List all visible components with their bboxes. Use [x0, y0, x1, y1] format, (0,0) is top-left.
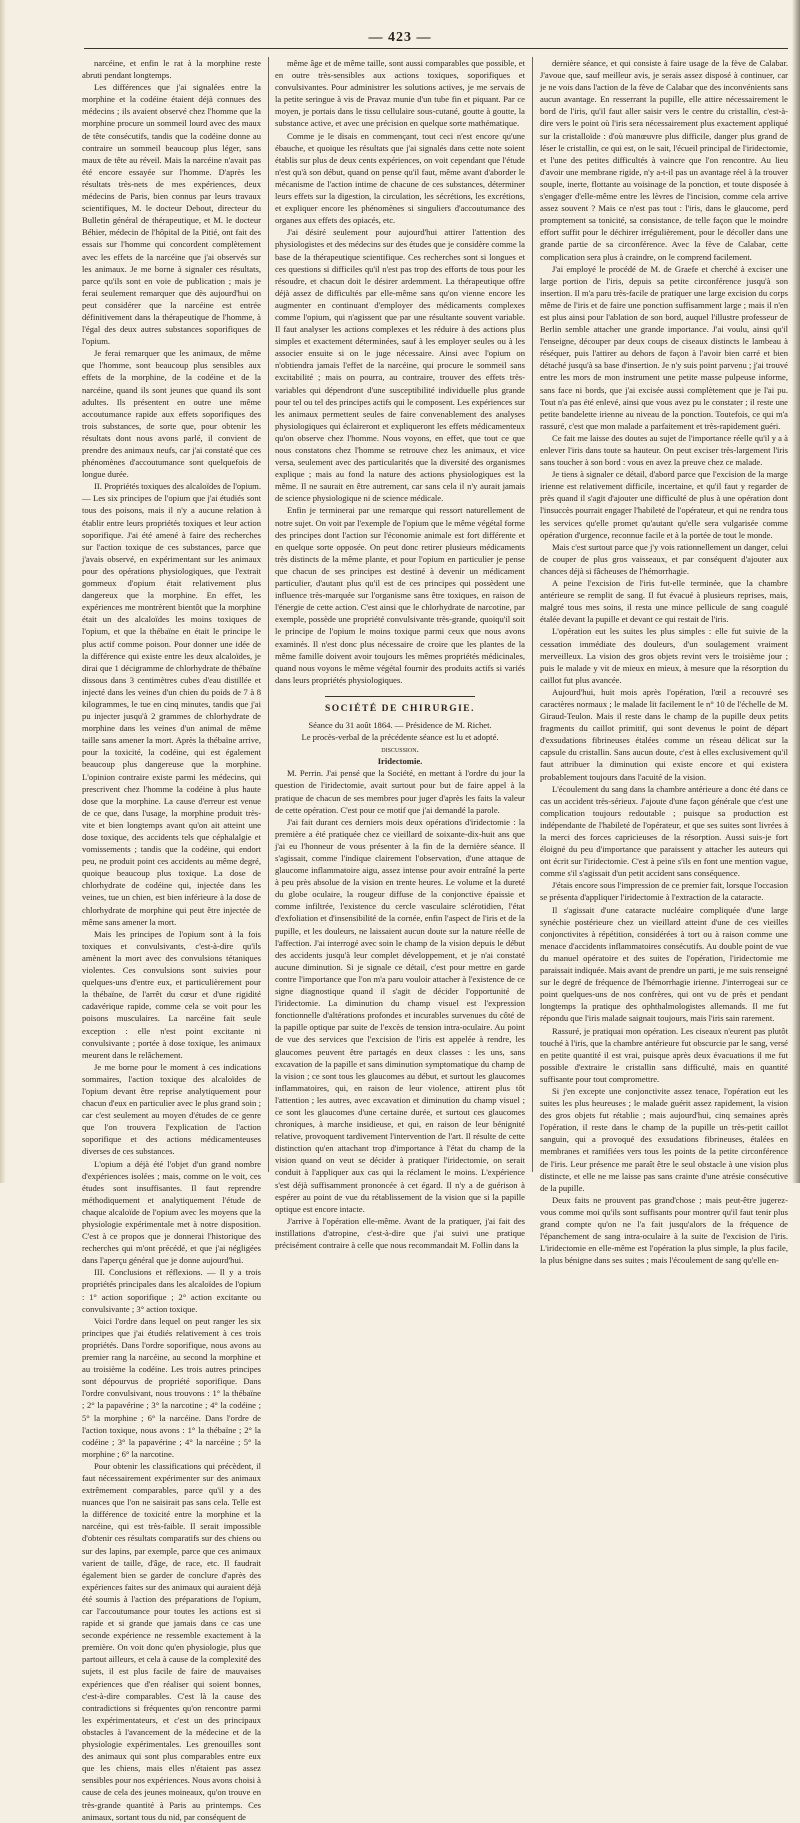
- paragraph: même âge et de même taille, sont aussi comparables que possible, et en outre très-sensibles aux actions toxiques, soporifiques et convulsivantes. Pour administrer les solutions actives, je me servais de la petite seringue à vis de Pravaz munie d'un tube fin et piquant. Par ce moyen, je portais dans le tissu cellulaire sous-cutané, goutte à goutte, la substance active, et avec une précision en quelque sorte mathématique.: [275, 58, 525, 129]
- header-rule: [84, 48, 788, 49]
- paragraph: dernière séance, et qui consiste à faire usage de la fève de Calabar. J'avoue que, sauf meilleur avis, je serais assez disposé à continuer, car je ne vois dans l'action de la fève de Calabar que des inconvénients sans aucun avantage. En resserrant la pupille, elle attire nécessairement le bord de l'iris, qu'il faut aller saisir vers le centre du cristallin, c'est-à-dire vers le point où l'iris sera nécessairement plus exactement appliqué sur la cristalloïde : d'où manœuvre plus difficile, danger plus grand de léser le cristallin, ce qui est, on le sait, l'écueil principal de l'iridectomie, et l'une des petites difficultés à vaincre que l'on rencontre. Au lieu d'avoir une membrane rigide, n'y a-t-il pas un avantage réel à la trouver souple, inerte, flottante au voisinage de la ponction, et toute disposée à s'engager d'elle-même entre les lèvres de l'incision, comme cela arrive assez souvent ? Mais ce n'est pas tout : l'iris, dans le glaucome, perd promptement sa tonicité, sa consistance, de telle façon que le moindre effort suffit pour le déchirer irrégulièrement, pour le décoller dans une grande partie de sa circonférence. Avec la fève de Calabar, cette complication sera plus à craindre, on le comprend facilement.: [540, 58, 788, 262]
- column-3: [540, 57, 788, 1266]
- discussion-label: discussion.: [381, 744, 419, 755]
- paragraph: Enfin je terminerai par une remarque qui ressort naturellement de notre sujet. On voit par l'exemple de l'opium que le même végétal forme des principes dont l'action sur l'économie animale est fort différente et en quelque sorte opposée. On peut donc retirer plusieurs médicaments très distincts de la même plante, et pour l'opium en particulier je pense que chacun de ses principes est destiné à devenir un médicament particulier, d'autant plus qu'il est de ces principes qui possèdent une influence très-marquée sur l'organisme sans être toxiques, en raison de l'énergie de cette action. C'est ainsi que le chlorhydrate de narcotine, par exemple, possède une propriété convulsivante très-grande, quoiqu'il soit le principe de l'opium le moins toxique parmi ceux que nous avons examinés. Il n'est donc plus nécessaire de croire que les plantes de la même famille doivent avoir toujours les mêmes propriétés médicinales, quand nous voyons le même végétal fournir des produits actifs si variés dans leurs propriétés physiologiques.: [275, 505, 525, 685]
- paragraph: J'ai employé le procédé de M. de Graefe et cherché à exciser une large portion de l'iris, depuis sa petite circonférence jusqu'à son insertion. Il m'a paru très-facile de pratiquer une large excision du corps même de l'iris et de faire une ponction suffisamment large ; mais il n'en est plus ainsi pour l'ablation de son bord, auquel l'illustre professeur de Berlin semble attacher une grande importance. J'ai voulu, ainsi qu'il l'enseigne, découper par deux coups de ciseaux distincts le lambeau à réséquer, puis l'attirer au dehors de façon à l'avoir bien carré et bien détaché jusqu'à sa base d'insertion. Je n'y suis point parvenu ; j'ai trouvé entre les mors de mon instrument une petite masse pulpeuse informe, sans face ni bords, que j'ai excisée aussi complètement que je l'ai pu. Tout n'a pas été enlevé, ainsi que vous avez pu le constater ; il reste une petite bandelette irienne au niveau de la ponction. Toutefois, ce qui m'a rassuré, c'est que mon malade a parfaitement et très-rapidement guéri.: [540, 263, 788, 431]
- column-divider-2: [532, 57, 533, 1172]
- paragraph: L'écoulement du sang dans la chambre antérieure a donc été dans ce cas un accident très-sérieux. J'ajoute d'une façon générale que c'est une complication toujours redoutable ; puisque sa production est indépendante de l'habileté de l'opérateur, et que ses suites sont livrées à la merci des forces capricieuses de la résorption. Aussi suis-je fort éloigné du peu d'importance que paraissent y attacher les auteurs qui ont écrit sur l'iridectomie. C'est à peine s'ils en font une mention vague, comme s'il s'agissait d'un petit accident sans conséquence.: [540, 783, 788, 879]
- paragraph: Je me borne pour le moment à ces indications sommaires, l'action toxique des alcaloïdes de l'opium devant être reprise analytiquement pour chacun d'eux en particulier avec le plus grand soin ; car c'est seulement au moyen d'études de ce genre que l'on trouvera l'explication de l'action soporifique et des actions médicamenteuses diverses de ces substances.: [82, 1061, 261, 1157]
- paragraph: Voici l'ordre dans lequel on peut ranger les six principes que j'ai étudiés relativement à ces trois propriétés. Dans l'ordre soporifique, nous avons au premier rang la narcéine, au second la morphine et au troisième la codéine. Les trois autres principes sont dépourvus de propriété soporifique. Dans l'ordre convulsivant, nous trouvons : 1° la thébaïne ; 2° la papavérine ; 3° la narcotine ; 4° la codéine ; 5° la morphine ; 6° la narcéine. Dans l'ordre de l'action toxique, nous avons : 1° la thébaïne ; 2° la codéine ; 3° la papavérine ; 4° la narcéine ; 5° la morphine ; 6° la narcotine.: [82, 1315, 261, 1459]
- paragraph: L'opération eut les suites les plus simples : elle fut suivie de la cessation immédiate des douleurs, d'un soulagement vraiment merveilleux. La vision des gros objets revint vers le troisième jour ; puis le malade y vit de mieux en mieux, à mesure que la résorption du caillot fut plus avancée.: [540, 626, 788, 685]
- paragraph: A peine l'excision de l'iris fut-elle terminée, que la chambre antérieure se remplit de sang. Il fut évacué à plusieurs reprises, mais, malgré tous mes soins, il resta une mince pellicule de sang coagulé étalée devant la pupille et devant ce qui restait de l'iris.: [540, 578, 788, 625]
- paragraph: J'ai désiré seulement pour aujourd'hui attirer l'attention des physiologistes et des médecins sur des études que je considère comme la base de la thérapeutique scientifique. Ces recherches sont si longues et ces questions si difficiles qu'il n'est pas trop des efforts de tous pour les résoudre, et chacun doit le désirer ardemment. La thérapeutique offre déjà assez de difficultés par elle-même sans qu'on vienne encore les augmenter en continuant d'employer des médicaments complexes comme l'opium, qui n'agissent que par une résultante souvent variable. Il faut analyser les actions complexes et les réduire à des actions plus simples et exactement déterminées, sauf à les employer seules ou à les associer ensuite si on le juge nécessaire. Ainsi avec l'opium on n'obtiendra jamais l'effet de la narcéine, qui procure le sommeil sans excitabilité ; mais on pourra, au contraire, trouver des effets très-variables qui dépendront d'une susceptibilité individuelle plus grande pour tel ou tel des principes actifs qui le composent. Les expériences sur les animaux permettent seules de faire convenablement des analyses physiologiques qui éclaireront et expliqueront les effets médicamenteux qu'on observe chez l'homme. Nous voyons, en effet, que tout ce que nous constatons chez l'homme se retrouve chez les animaux, et vice versa, seulement avec des particularités que la diversité des organismes explique ; mais au fond la nature des actions physiologiques est la même. Il ne saurait en être autrement, car sans cela il n'y aurait jamais de science physiologique ni de science médicale.: [275, 227, 525, 504]
- paragraph: Rassuré, je pratiquai mon opération. Les ciseaux n'eurent pas plutôt touché à l'iris, que la chambre antérieure fut obscurcie par le sang, versé en petite quantité il est vrai, puisque après deux évacuations il me fut possible d'extraire le cristallin sans difficulté, mais en quantité suffisante pour tout compromettre.: [540, 1025, 788, 1084]
- paragraph: Deux faits ne prouvent pas grand'chose ; mais peut-être jugerez-vous comme moi qu'ils sont suffisants pour montrer qu'il faut tenir plus grand compte qu'on ne l'a fait jusqu'alors de la fréquence de l'épanchement de sang intra-oculaire à la suite de l'excision de l'iris. L'iridectomie en elle-même est l'opération la plus simple, la plus facile, la plus bénigne dans ses suites ; mais l'écoulement de sang qu'elle en-: [540, 1194, 788, 1266]
- paragraph: narcéine, et enfin le rat à la morphine reste abruti pendant longtemps.: [82, 58, 261, 81]
- paragraph: II. Propriétés toxiques des alcaloïdes de l'opium. — Les six principes de l'opium que j'ai étudiés sont tous des poisons, mais il n'y a aucune relation à établir entre leurs propriétés toxiques et leur action soporifique. J'ai été amené à faire des recherches sur l'action toxique de ces substances, parce que j'avais observé, en expérimentant sur les animaux pour des opérations physiologiques, que l'extrait gommeux d'opium était relativement plus dangereux que la morphine. En effet, les expériences me montrèrent bientôt que la morphine était un des alcaloïdes les moins toxiques de l'opium, et que la thébaïne en était le principe le plus actif comme poison. Pour donner une idée de la différence qui existe entre les deux alcaloïdes, je dirai que 1 décigramme de chlorhydrate de thébaïne dissous dans 3 centimètres cubes d'eau distillée et injecté dans les veines d'un chien du poids de 7 à 8 kilogrammes, le tue en cinq minutes, tandis que j'ai pu injecter jusqu'à 2 grammes de chlorhydrate de morphine dans les veines d'un animal de même taille sans amener la mort. Après la thébaïne arrive, pour la toxicité, la codéine, qui est également beaucoup plus dangereuse que la morphine. L'opinion contraire existe parmi les médecins, qui prescrivent chez l'homme la codéine à plus haute dose que la morphine. La cause d'erreur est venue de ce que, dans l'usage, la morphine produit très-vite et bien longtemps avant qu'on ait atteint une dose toxique, des accidents tels que céphalalgie et vomissements ; tandis que la codéine, qui endort peu, ne produit point ces accidents au même degré, quoique beaucoup plus toxique. La dose de chlorhydrate de codéine qui, injectée dans les veines, tue un chien, est bien inférieure à la dose de chlorhydrate de morphine qui peut être injectée de même sans amener la mort.: [82, 481, 261, 927]
- section-heading-block: [275, 696, 525, 715]
- paragraph: J'ai fait durant ces derniers mois deux opérations d'iridectomie : la première a été pratiquée chez ce vieillard de soixante-dix-huit ans que j'ai eu l'honneur de vous présenter à la fin de la dernière séance. Il s'agissait, comme l'indique clairement l'observation, d'une attaque de glaucome inflammatoire aigu, assez intense pour avoir entraîné la perte à peu près absolue de la vision en trente heures. Le volume et la dureté du globe oculaire, la rougeur diffuse de la conjonctive épaissie et comme infiltrée, l'existence du cercle vasculaire sclérotidien, l'état d'exfoliation et d'insensibilité de la cornée, enfin l'aspect de l'iris et de la pupille, et les douleurs, ne laissaient aucun doute sur la nature réelle de l'affection. J'ai interrogé avec soin le champ de la vision depuis le début des accidents jusqu'à leur complet développement, et je n'ai constaté aucune diminution. Si je signale ce détail, c'est pour mettre en garde contre l'importance que l'on m'a paru vouloir attacher à l'existence de ce signe diagnostique quand il s'agit de décider l'opportunité de l'iridectomie. La diminution du champ visuel est l'expression fonctionnelle d'altérations profondes et incurables survenues du côté de la papille optique par suite de l'excès de tension intra-oculaire. Au point de vue des services que l'excision de l'iris est appelée à rendre, les glaucomes peuvent être partagés en deux classes : les uns, sans excavation de la papille et sans diminution symptomatique du champ de la vision ; ce sont tous les glaucomes au début, et surtout les glaucomes inflammatoires, qui, en raison de leur violence, attirent plus tôt l'attention ; les autres, avec excavation et diminution du champ visuel ; ce sont les glaucomes d'une certaine durée, et surtout ces glaucomes chroniques, à marche insidieuse, et qui, en raison de leur bénignité relative, provoquent tardivement l'intervention de l'art. Il résulte de cette distinction qu'en attachant trop d'importance à l'état du champ de la vision quand on veut se décider à pratiquer l'iridectomie, on serait conduit à l'appliquer aux cas qui la réclament le moins. L'expérience s'est déjà suffisamment prononcée à cet égard. Il n'y a de guérison à espérer au point de vue du rétablissement de la vision que si la papille optique est encore intacte.: [275, 816, 525, 1214]
- paragraph: Comme je le disais en commençant, tout ceci n'est encore qu'une ébauche, et quoique les résultats que j'ai signalés dans cette note soient établis sur plus de deux cents expériences, on voit cependant que l'étude n'est qu'à son début, quand on pense qu'il faut, même avant d'aborder le mécanisme de l'action intime de chacune de ces substances, déterminer leurs effets sur la digestion, la circulation, les sécrétions, les excrétions, et expliquer encore les phénomènes si singuliers d'accoutumance des organes aux effets des opiacés, etc.: [275, 130, 525, 226]
- column-1: [82, 57, 262, 1822]
- paragraph: J'étais encore sous l'impression de ce premier fait, lorsque l'occasion se présenta d'appliquer l'iridectomie à l'extraction de la cataracte.: [540, 880, 788, 903]
- paragraph: Je tiens à signaler ce détail, d'abord parce que l'excision de la marge irienne est relativement difficile, incertaine, et qu'il faut y regarder de près quand il s'agit d'ajouter une difficulté de plus à une opération dont l'insuccès pourrait engager l'habileté de l'opérateur, et qui ne rendra tous les services qu'elle promet qu'autant qu'elle sera vulgarisée comme opération d'urgence, reconnue facile et à la portée de tout le monde.: [540, 469, 788, 540]
- paragraph: Mais c'est surtout parce que j'y vois rationnellement un danger, celui de couper de plus gros vaisseaux, et par conséquent d'ajouter aux chances déjà si fâcheuses de l'hémorrhagie.: [540, 541, 788, 576]
- paragraph: Aujourd'hui, huit mois après l'opération, l'œil a recouvré ses caractères normaux ; le malade lit facilement le n° 10 de l'échelle de M. Giraud-Teulon. Mais il reste dans le champ de la pupille deux petits fragments du caillot primitif, qui sont devenus le point de départ d'exsudations fibrineuses étalées comme un réseau délicat sur la capsule du cristallin. Sans aucun doute, c'est à elles exclusivement qu'il faut attribuer la diminution qui existe encore et qui existera probablement toujours dans l'acuité de la vision.: [540, 686, 788, 782]
- paragraph: J'arrive à l'opération elle-même. Avant de la pratiquer, j'ai fait des instillations d'atropine, c'est-à-dire que j'ai suivi une pratique précisément contraire à celle que nous recommandait M. Follin dans la: [275, 1215, 525, 1250]
- topic-label: Iridectomie.: [377, 756, 423, 767]
- page-right-edge: [792, 0, 800, 1183]
- paragraph: L'opium a déjà été l'objet d'un grand nombre d'expériences isolées ; mais, comme on le voit, ces études sont insuffisantes. Il faut reprendre méthodiquement et analytiquement l'étude de chaque alcaloïde de l'opium avec les moyens que la physiologie expérimentale met à notre disposition. C'est à ce propos que je donnerai l'historique des recherches qui m'ont précédé, et que j'ai négligées dans l'aperçu général que je donne aujourd'hui.: [82, 1158, 261, 1266]
- paragraph: Il s'agissait d'une cataracte nucléaire compliquée d'une large synéchie postérieure chez un vieillard atteint d'une de ces vieilles conjonctivites à répétition, considérées à tort ou à raison comme une menace d'accidents inflammatoires consécutifs. Au double point de vue du manuel opératoire et des suites de l'opération, l'iridectomie me paraissait indiquée. Mais avant de prendre un parti, je me suis renseigné sur le degré de fréquence de l'hémorrhagie irienne. J'interrogeai sur ce point quelques-uns de nos confrères, qui ont vu de près et pendant longtemps la pratique des ophthalmologistes allemands. Il me fut répondu que l'iris malade saignait toujours, mais l'iris sain rarement.: [540, 904, 788, 1024]
- section-rule: [325, 696, 475, 697]
- paragraph: Je ferai remarquer que les animaux, de même que l'homme, sont beaucoup plus sensibles aux effets de la morphine, de la codéine et de la narcéine, quand ils sont jeunes que quand ils sont adultes. Ils présentent en outre une même accoutumance rapide aux effets soporifiques des trois substances, de sorte que, pour obtenir les résultats dont nous avons parlé, il convient de prendre des animaux neufs, car j'ai constaté que ces phénomènes d'accoutumance sont quelquefois de longue durée.: [82, 348, 261, 480]
- session-line: Séance du 31 août 1864. — Présidence de M. Richet.: [308, 719, 492, 730]
- paragraph: Ce fait me laisse des doutes au sujet de l'importance réelle qu'il y a à enlever l'iris dans toute sa hauteur. On peut exciser très-largement l'iris sans toucher à son bord : vous en avez la preuve chez ce malade.: [540, 432, 788, 468]
- paragraph: Mais les principes de l'opium sont à la fois toxiques et convulsivants, c'est-à-dire qu'ils amènent la mort avec des convulsions tétaniques violentes. Ces convulsions sont suivies pour quelques-uns d'entre eux, et particulièrement pour la thébaïne, de l'arrêt du cœur et d'une rigidité cadavérique rapide, comme cela se voit pour les poisons musculaires. La narcéine fait seule exception : elle n'est point excitante ni convulsivante ; portée à dose toxique, les animaux meurent dans le relâchement.: [82, 928, 261, 1060]
- minutes-line: Le procès-verbal de la précédente séance est lu et adopté.: [301, 732, 499, 743]
- paragraph: M. Perrin. J'ai pensé que la Société, en mettant à l'ordre du jour la question de l'iridectomie, avait surtout pour but de faire appel à la pratique de chacun de ses membres pour juger d'après les faits la valeur de cette opération. C'est pour ce motif que j'ai demandé la parole.: [275, 768, 525, 815]
- column-2: [275, 57, 525, 1250]
- column-divider-1: [268, 57, 269, 1172]
- paragraph: Les différences que j'ai signalées entre la morphine et la codéine étaient déjà connues des médecins ; ils avaient observé chez l'homme que la morphine procure un sommeil lourd avec des maux de tête consécutifs, tandis que la codéine donne au contraire un sommeil beaucoup plus léger, sans maux de tête au réveil. Mais la narcéine n'avait pas été encore essayée sur l'homme. D'après les résultats très-nets de mes expériences, deux médecins de Paris, bien connus par leurs travaux scientifiques, M. le docteur Debout, directeur du Bulletin général de thérapeutique, et M. le docteur Béhier, médecin de l'hôpital de la Pitié, ont fait des essais sur l'homme qui concordent complètement avec les effets de la narcéine que j'ai observés sur les animaux. Je me borne à signaler ces résultats, parce qu'ils sont en voie de publication ; mais je ferai seulement remarquer que dès aujourd'hui on peut considérer que la narcéine est entrée définitivement dans la thérapeutique de l'homme, à l'égal des deux autres substances soporifiques de l'opium.: [82, 82, 261, 347]
- paragraph: Pour obtenir les classifications qui précèdent, il faut nécessairement expérimenter sur des animaux extrêmement comparables, parce qu'il y a des nuances que l'on ne saisirait pas sans cela. Telle est la différence de toxicité entre la morphine et la narcéine, qui est très-faible. Il serait impossible d'obtenir ces résultats comparatifs sur des chiens ou sur des lapins, par exemple, parce que ces animaux varient de taille, d'âge, de race, etc. Il faudrait également bien se garder de conclure d'après des expériences faites sur des animaux qui auraient déjà été soumis à l'action des préparations de l'opium, car l'accoutumance pour toutes les actions est si rapide et si grande que jamais dans ce cas une seconde expérience ne ressemble exactement à la première. On voit donc qu'en physiologie, plus que partout ailleurs, et cela à cause de la complexité des sujets, il est plus facile de faire de mauvaises expériences que d'en réaliser qui soient bonnes, c'est-à-dire comparables. C'est là la cause des contradictions si fréquentes qu'on rencontre parmi les expérimentateurs, et c'est un des principaux obstacles à l'avancement de la médecine et de la physiologie expérimentales. Les grenouilles sont des animaux qui sont plus comparables entre eux que les chiens, mais elles n'étaient pas assez sensibles pour nos expériences. Nous avons choisi à cause de cela des jeunes moineaux, qu'on trouve en très-grande quantité à Paris au printemps. Ces animaux, sortant tous du nid, par conséquent de: [82, 1460, 262, 1822]
- paragraph: Si j'en excepte une conjonctivite assez tenace, l'opération eut les suites les plus heureuses ; le malade guérit assez rapidement, la vision des gros objets fut rétablie ; mais aujourd'hui, cinq semaines après l'opération, il reste dans le champ de la pupille un très-petit caillot sanguin, qui a provoqué des exsudations fibrineuses, étalées en membranes et ramifiées vers tous les points de la petite circonférence de l'iris. Leur présence me paraît être le seul obstacle à une vision plus distincte, et elle ne me laisse pas sans crainte d'une atrésie consécutive de la pupille.: [540, 1085, 788, 1193]
- page-header: [0, 28, 800, 48]
- page-left-edge: [0, 0, 6, 1183]
- page-number: — 423 —: [368, 30, 432, 45]
- section-title: SOCIÉTÉ DE CHIRURGIE.: [324, 703, 475, 714]
- paragraph: III. Conclusions et réflexions. — Il y a trois propriétés principales dans les alcaloïdes de l'opium : 1° action soporifique ; 2° action excitante ou convulsivante ; 3° action toxique.: [82, 1267, 261, 1314]
